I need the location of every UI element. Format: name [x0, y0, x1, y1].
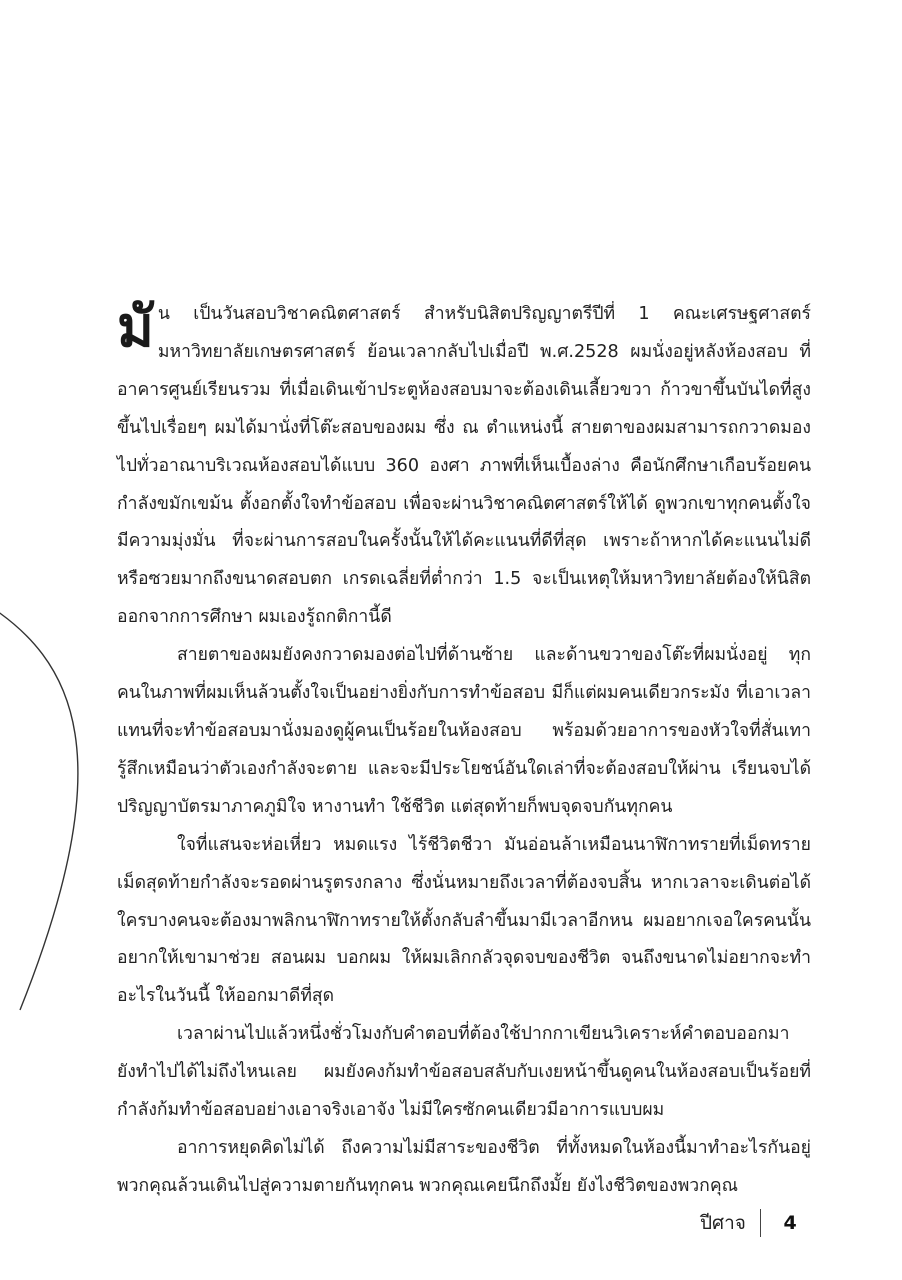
paragraph-3: ใจที่แสนจะห่อเหี่ยว หมดแรง ไร้ชีวิตชีวา มันอ่อนล้าเหมือนนาฬิกาทรายที่เม็ดทรายเม็ดสุดท้ายกำลังจะรอดผ่านรูตรงกลาง ซึ่งนั่นหมายถึงเวลาที่ต้องจบสิ้น หากเวลาจะเดินต่อได้ ใครบางคนจะต้องมาพลิกนาฬิกาทรายให้ตั้งกลับลำขึ้นมามีเวลาอีกหน ผมอยากเจอใครคนนั้น อยากให้เขามาช่วย สอนผม บอกผม ให้ผมเลิกกลัวจุดจบของชีวิต จนถึงขนาดไม่อยากจะทำอะไรในวันนี้ ให้ออกมาดีที่สุด: [117, 834, 811, 1007]
page-footer: [700, 1208, 797, 1238]
document-body: [117, 296, 811, 1206]
paragraph-4: เวลาผ่านไปแล้วหนึ่งชั่วโมงกับคำตอบที่ต้องใช้ปากกาเขียนวิเคราะห์คำตอบออกมา ยังทำไปได้ไม่ถึงไหนเลย ผมยังคงก้มทำข้อสอบสลับกับเงยหน้าขึ้นดูคนในห้องสอบเป็นร้อยที่กำลังก้มทำข้อสอบอย่างเอาจริงเอาจัง ไม่มีใครซักคนเดียวมีอาการแบบผม: [117, 1024, 811, 1121]
page-number: 4: [783, 1212, 797, 1234]
paragraph-5: อาการหยุดคิดไม่ได้ ถึงความไม่มีสาระของชีวิต ที่ทั้งหมดในห้องนี้มาทำอะไรกันอยู่ พวกคุณล้วนเดินไปสู่ความตายกันทุกคน พวกคุณเคยนึกถึงมั้ย ยังไงชีวิตของพวกคุณ: [117, 1137, 811, 1196]
footer-divider: [760, 1209, 762, 1237]
book-title: ปีศาจ: [700, 1212, 746, 1234]
paragraph-2: สายตาของผมยังคงกวาดมองต่อไปที่ด้านซ้าย และด้านขวาของโต๊ะที่ผมนั่งอยู่ ทุกคนในภาพที่ผมเห็นล้วนตั้งใจเป็นอย่างยิ่งกับการทำข้อสอบ มีก็แต่ผมคนเดียวกระมัง ที่เอาเวลาแทนที่จะทำข้อสอบมานั่งมองดูผู้คนเป็นร้อยในห้องสอบ พร้อมด้วยอาการของหัวใจที่สั่นเทา รู้สึกเหมือนว่าตัวเองกำลังจะตาย และจะมีประโยชน์อันใดเล่าที่จะต้องสอบให้ผ่าน เรียนจบได้ปริญญาบัตรมาภาคภูมิใจ หางานทำ ใช้ชีวิต แต่สุดท้ายก็พบจุดจบกันทุกคน: [117, 645, 811, 817]
drop-cap: มั: [117, 295, 154, 360]
paragraph-1: [117, 296, 811, 637]
paragraph-1-text: น เป็นวันสอบวิชาคณิตศาสตร์ สำหรับนิสิตปริญญาตรีปีที่ 1 คณะเศรษฐศาสตร์ มหาวิทยาลัยเกษตรศาสตร์ ย้อนเวลากลับไปเมื่อปี พ.ศ.2528 ผมนั่งอยู่หลังห้องสอบ ที่อาคารศูนย์เรียนรวม ที่เมื่อเดินเข้าประตูห้องสอบมาจะต้องเดินเลี้ยวขวา ก้าวขาขึ้นบันไดที่สูงขึ้นไปเรื่อยๆ ผมได้มานั่งที่โต๊ะสอบของผม ซึ่ง ณ ตำแหน่งนี้ สายตาของผมสามารถกวาดมองไปทั่วอาณาบริเวณห้องสอบได้แบบ 360 องศา ภาพที่เห็นเบื้องล่าง คือนักศึกษาเกือบร้อยคนกำลังขมักเขม้น ตั้งอกตั้งใจทำข้อสอบ เพื่อจะผ่านวิชาคณิตศาสตร์ให้ได้ ดูพวกเขาทุกคนตั้งใจ มีความมุ่งมั่น ที่จะผ่านการสอบในครั้งนั้นให้ได้คะแนนที่ดีที่สุด เพราะถ้าหากได้คะแนนไม่ดีหรือซวยมากถึงขนาดสอบตก เกรดเฉลี่ยที่ต่ำกว่า 1.5 จะเป็นเหตุให้มหาวิทยาลัยต้องให้นิสิตออกจากการศึกษา ผมเองรู้ถกติกานี้ดี: [117, 304, 811, 628]
